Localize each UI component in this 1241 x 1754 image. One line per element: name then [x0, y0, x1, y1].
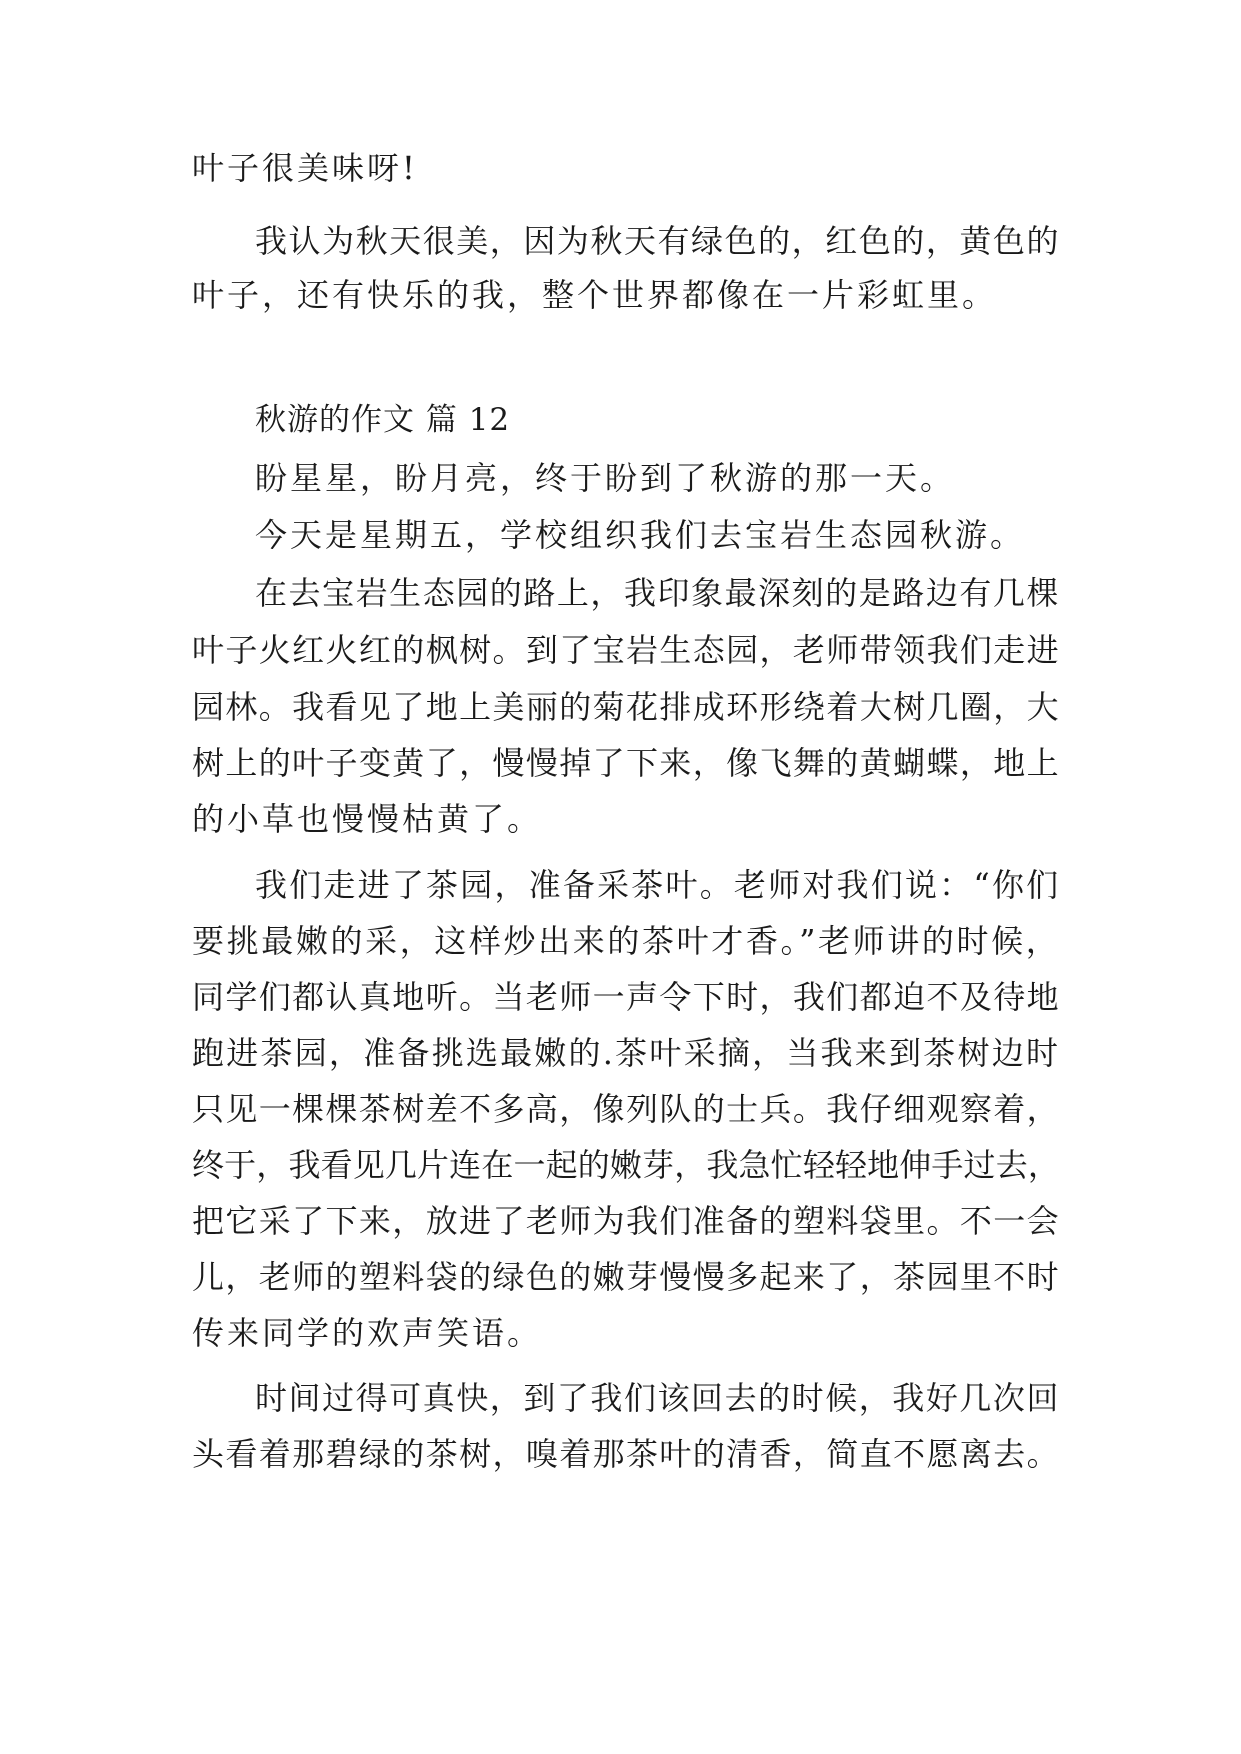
text-line: 盼星星，盼月亮，终于盼到了秋游的那一天。: [255, 459, 956, 497]
text-line: 同学们都认真地听。当老师一声令下时，我们都迫不及待地: [192, 978, 1061, 1016]
text-line: 叶子很美味呀!: [192, 149, 418, 187]
text-line: 我们走进了茶园，准备采茶叶。老师对我们说：“你们: [255, 866, 1061, 904]
text-line: 在去宝岩生态园的路上，我印象最深刻的是路边有几棵: [255, 574, 1061, 612]
text-line: 叶子，还有快乐的我，整个世界都像在一片彩虹里。: [192, 276, 998, 314]
text-line: 只见一棵棵茶树差不多高，像列队的士兵。我仔细观察着，: [192, 1090, 1061, 1128]
text-line: 我认为秋天很美，因为秋天有绿色的，红色的，黄色的: [255, 222, 1061, 260]
section-title: 秋游的作文 篇 12: [255, 402, 511, 438]
text-line: 传来同学的欢声笑语。: [192, 1314, 543, 1352]
text-line: 把它采了下来，放进了老师为我们准备的塑料袋里。不一会: [192, 1202, 1061, 1240]
text-line: 的小草也慢慢枯黄了。: [192, 800, 543, 838]
text-line: 儿，老师的塑料袋的绿色的嫩芽慢慢多起来了，茶园里不时: [192, 1258, 1061, 1296]
text-line: 要挑最嫩的采，这样炒出来的茶叶才香。”老师讲的时候，: [192, 922, 1061, 960]
text-line: 时间过得可真快，到了我们该回去的时候，我好几次回: [255, 1379, 1061, 1417]
text-line: 跑进茶园，准备挑选最嫩的.茶叶采摘，当我来到茶树边时: [192, 1034, 1061, 1072]
text-line: 终于，我看见几片连在一起的嫩芽，我急忙轻轻地伸手过去，: [192, 1146, 1061, 1184]
text-line: 叶子火红火红的枫树。到了宝岩生态园，老师带领我们走进: [192, 631, 1061, 669]
text-line: 头看着那碧绿的茶树，嗅着那茶叶的清香，简直不愿离去。: [192, 1435, 1061, 1473]
text-line: 今天是星期五，学校组织我们去宝岩生态园秋游。: [255, 516, 1026, 554]
text-line: 树上的叶子变黄了，慢慢掉了下来，像飞舞的黄蝴蝶，地上: [192, 744, 1061, 782]
text-line: 园林。我看见了地上美丽的菊花排成环形绕着大树几圈，大: [192, 688, 1061, 726]
